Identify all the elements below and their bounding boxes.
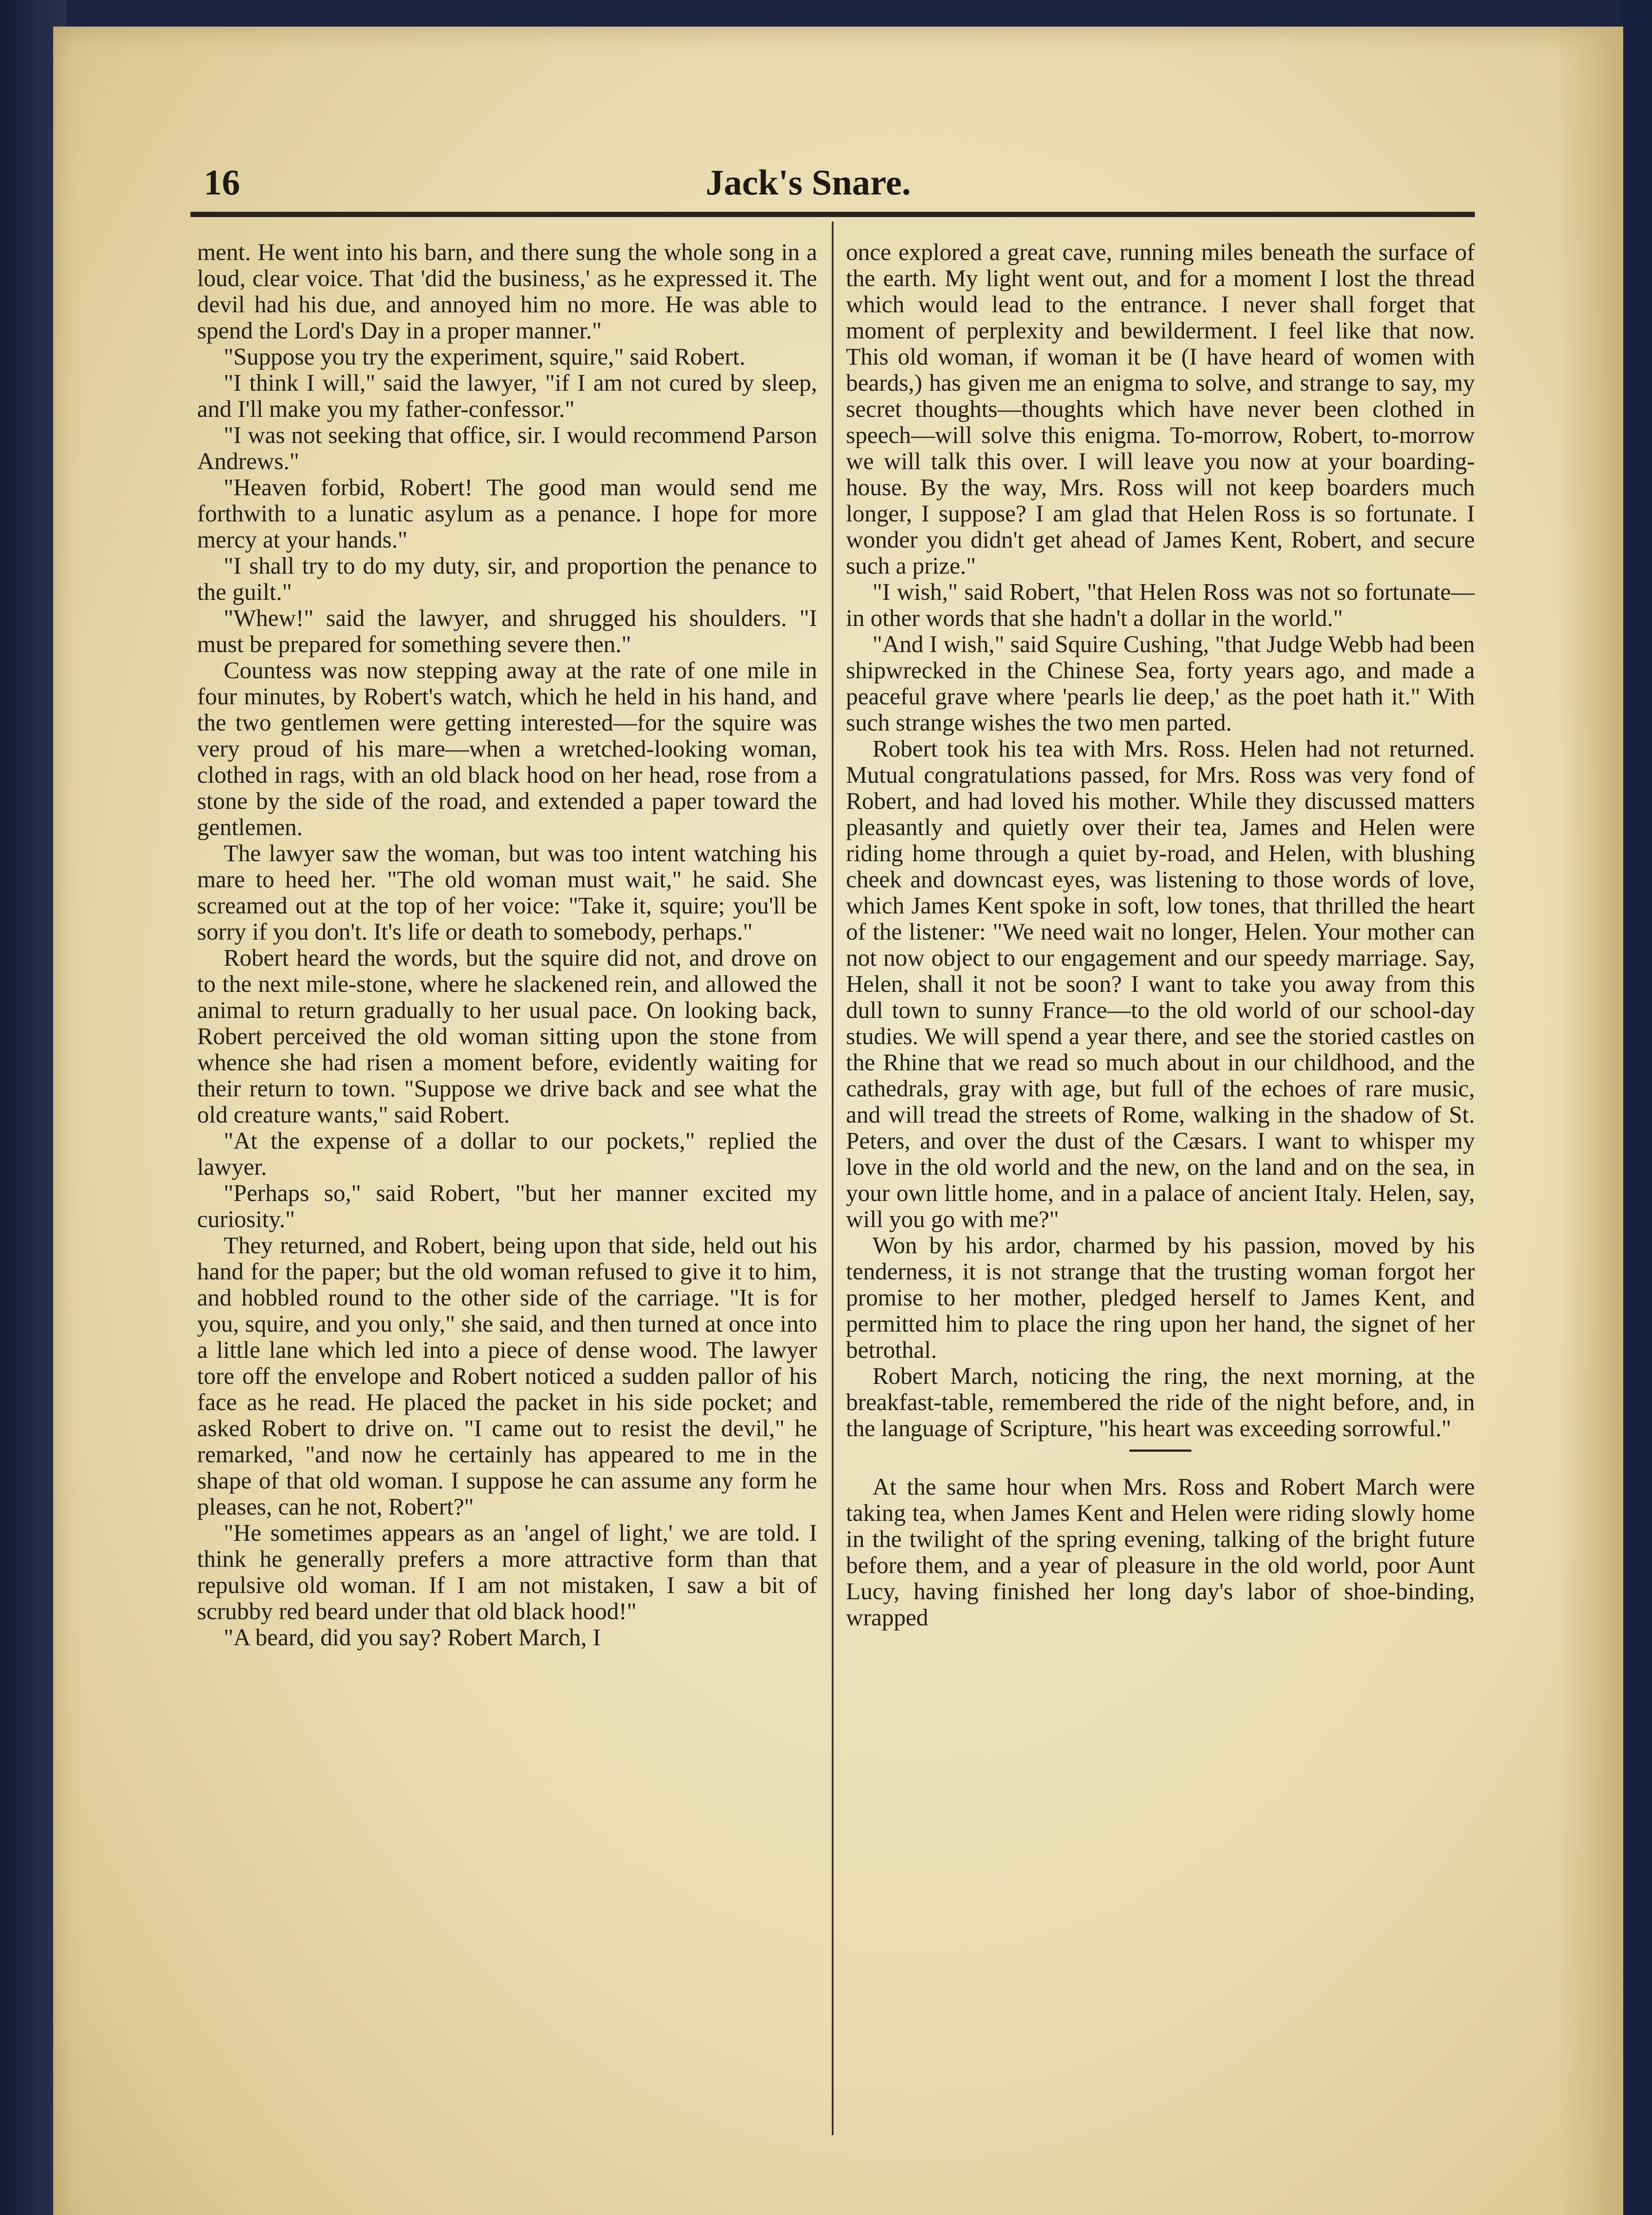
paragraph: "Suppose you try the experiment, squire," said Robert.	[224, 343, 745, 370]
header-rule	[190, 212, 1475, 217]
left-column	[197, 239, 817, 2144]
page-header	[142, 162, 1475, 219]
paragraph: Robert took his tea with Mrs. Ross. Helen had not returned. Mutual congratulations passed, for Mrs. Ross was very fond of Robert, and had loved his mother. While they discussed matters pleasantly and quietly over their tea, James and Helen were riding home through a quiet by-road, and Helen, with blushing cheek and downcast eyes, was listening to those words of love, which James Kent spoke in soft, low tones, that thrilled the heart of the listener: "We need wait no longer, Helen. Your mother can not now object to our engagement and our speedy marriage. Say, Helen, shall it not be soon? I want to take you away from this dull town to sunny France—to the old world of our school-day studies. We will spend a year there, and see the storied castles on the Rhine that we read so much about in our childhood, and the cathedrals, gray with age, but full of the echoes of rare music, and will tread the streets of Rome, walking in the shadow of St. Peters, and over the dust of the Cæsars. I want to whisper my love in the old world and the new, on the land and on the sea, in your own little home, and in a palace of ancient Italy. Helen, say, will you go with me?"	[846, 735, 1475, 1232]
right-column	[846, 239, 1475, 2144]
running-title: Jack's Snare.	[706, 162, 911, 202]
paragraph: "A beard, did you say? Robert March, I	[224, 1624, 601, 1651]
page-edge-shadow	[1557, 27, 1623, 2215]
paragraph: "At the expense of a dollar to our pockets," replied the lawyer.	[197, 1127, 817, 1180]
paragraph: "Perhaps so," said Robert, "but her manner excited my curiosity."	[197, 1180, 817, 1232]
paragraph: Countess was now stepping away at the rate of one mile in four minutes, by Robert's watch, which he held in his hand, and the two gentlemen were getting interested—for the squire was very proud of his mare—when a wretched-looking woman, clothed in rags, with an old black hood on her head, rose from a stone by the side of the road, and extended a paper toward the gentlemen.	[197, 657, 817, 840]
paragraph: once explored a great cave, running miles beneath the surface of the earth. My light went out, and for a moment I lost the thread which would lead to the entrance. I never shall forget that moment of perplexity and bewilderment. I feel like that now. This old woman, if woman it be (I have heard of women with beards,) has given me an enigma to solve, and strange to say, my secret thoughts—thoughts which have never been clothed in speech—will solve this enigma. To-morrow, Robert, to-morrow we will talk this over. I will leave you now at your boarding-house. By the way, Mrs. Ross will not keep boarders much longer, I suppose? I am glad that Helen Ross is so fortunate. I wonder you didn't get ahead of James Kent, Robert, and secure such a prize."	[846, 239, 1475, 579]
page-number: 16	[204, 162, 240, 202]
paragraph: "I think I will," said the lawyer, "if I am not cured by sleep, and I'll make you my father-confessor."	[197, 369, 817, 422]
background-edge	[1621, 0, 1652, 2215]
paragraph: They returned, and Robert, being upon that side, held out his hand for the paper; but the old woman refused to give it to him, and hobbled round to the other side of the carriage. "It is for you, squire, and you only," she said, and then turned at once into a little lane which led into a piece of dense wood. The lawyer tore off the envelope and Robert noticed a sudden pallor of his face as he read. He placed the packet in his side pocket; and asked Robert to drive on. "I came out to resist the devil," he remarked, "and now he certainly has appeared to me in the shape of that old woman. I suppose he can assume any form he pleases, can he not, Robert?"	[197, 1232, 817, 1520]
paragraph: "I was not seeking that office, sir. I would recommend Parson Andrews."	[197, 422, 817, 474]
paragraph: Robert heard the words, but the squire did not, and drove on to the next mile-stone, where he slackened rein, and allowed the animal to return gradually to her usual pace. On looking back, Robert perceived the old woman sitting upon the stone from whence she had risen a moment before, evidently waiting for their return to town. "Suppose we drive back and see what the old creature wants," said Robert.	[197, 944, 817, 1128]
paragraph: "Heaven forbid, Robert! The good man would send me forthwith to a lunatic asylum as a penance. I hope for more mercy at your hands."	[197, 474, 817, 553]
paragraph: "And I wish," said Squire Cushing, "that Judge Webb had been shipwrecked in the Chinese Sea, forty years ago, and made a peaceful grave where 'pearls lie deep,' as the poet hath it." With such strange wishes the two men parted.	[846, 631, 1475, 736]
paragraph: "Whew!" said the lawyer, and shrugged his shoulders. "I must be prepared for something severe then."	[197, 605, 817, 657]
paragraph: "I shall try to do my duty, sir, and proportion the penance to the guilt."	[197, 552, 817, 605]
paragraph: Robert March, noticing the ring, the next morning, at the breakfast-table, remembered the ride of the night before, and, in the language of Scripture, "his heart was exceeding sorrowful."	[846, 1363, 1475, 1442]
paragraph: The lawyer saw the woman, but was too intent watching his mare to heed her. "The old woman must wait," he said. She screamed out at the top of her voice: "Take it, squire; you'll be sorry if you don't. It's life or death to somebody, perhaps."	[197, 840, 817, 945]
paragraph: Won by his ardor, charmed by his passion, moved by his tenderness, it is not strange that the trusting woman forgot her promise to her mother, pledged herself to James Kent, and permitted him to place the ring upon her hand, the signet of her betrothal.	[846, 1232, 1475, 1363]
paragraph: "I wish," said Robert, "that Helen Ross was not so fortunate—in other words that she hadn't a dollar in the world."	[846, 579, 1475, 631]
paragraph: At the same hour when Mrs. Ross and Robert March were taking tea, when James Kent and Helen were riding slowly home in the twilight of the spring evening, talking of the bright future before them, and a year of pleasure in the old world, poor Aunt Lucy, having finished her long day's labor of shoe-binding, wrapped	[846, 1473, 1475, 1631]
paragraph: ment. He went into his barn, and there sung the whole song in a loud, clear voice. That 'did the business,' as he expressed it. The devil had his due, and annoyed him no more. He was able to spend the Lord's Day in a proper manner."	[197, 239, 817, 344]
column-divider	[832, 222, 834, 2135]
section-break-rule	[1129, 1449, 1191, 1452]
paragraph: "He sometimes appears as an 'angel of light,' we are told. I think he generally prefers a more attractive form than that repulsive old woman. If I am not mistaken, I saw a bit of scrubby red beard under that old black hood!"	[197, 1519, 817, 1624]
